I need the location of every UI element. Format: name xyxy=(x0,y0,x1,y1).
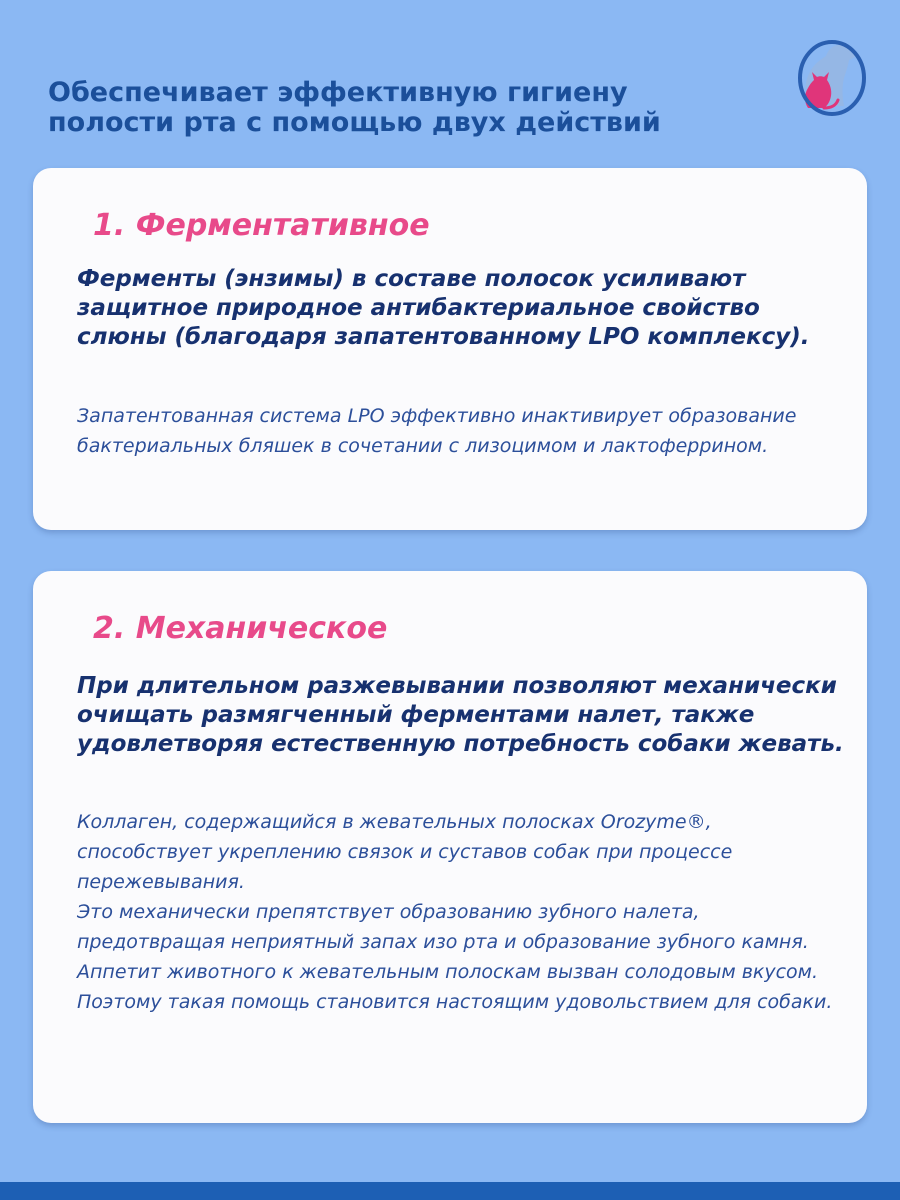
card-title-enzymatic: 1. Ферментативное xyxy=(93,208,430,243)
headline-line-2: полости рта с помощью двух действий xyxy=(48,107,661,138)
card-lead-enzymatic: Ферменты (энзимы) в составе полосок усиливают защитное природное антибактериальное свойство слюны (благодаря запатентованному LPO комплексу). xyxy=(77,266,810,350)
card-body-enzymatic xyxy=(77,401,847,461)
orozyme-logo-pet-icon xyxy=(770,36,880,116)
bottom-bar xyxy=(0,1182,900,1200)
page-headline xyxy=(48,78,768,138)
card-body-paragraph: Запатентованная система LPO эффективно инактивирует образование бактериальных бляшек в сочетании с лизоцимом и лактоферрином. xyxy=(77,405,797,457)
card-body-paragraph: Это механически препятствует образованию зубного налета, предотвращая неприятный запах изо рта и образование зубного камня. Аппетит животного к жевательным полоскам вызван солодовым вкусом. Поэтому такая помощь становится настоящим удовольствием для собаки. xyxy=(77,901,833,1013)
card-mechanical xyxy=(33,571,867,1123)
card-lead-mechanical: При длительном разжевывании позволяют механически очищать размягченный ферментами налет, также удовлетворяя естественную потребность собаки жевать. xyxy=(77,673,844,757)
card-title-mechanical: 2. Механическое xyxy=(93,611,388,646)
card-body-mechanical xyxy=(77,807,847,1017)
card-enzymatic xyxy=(33,168,867,530)
headline-line-1: Обеспечивает эффективную гигиену xyxy=(48,77,628,108)
card-body-paragraph: Коллаген, содержащийся в жевательных полосках Orozyme®, способствует укреплению связок и суставов собак при процессе пережевывания. xyxy=(77,811,733,893)
